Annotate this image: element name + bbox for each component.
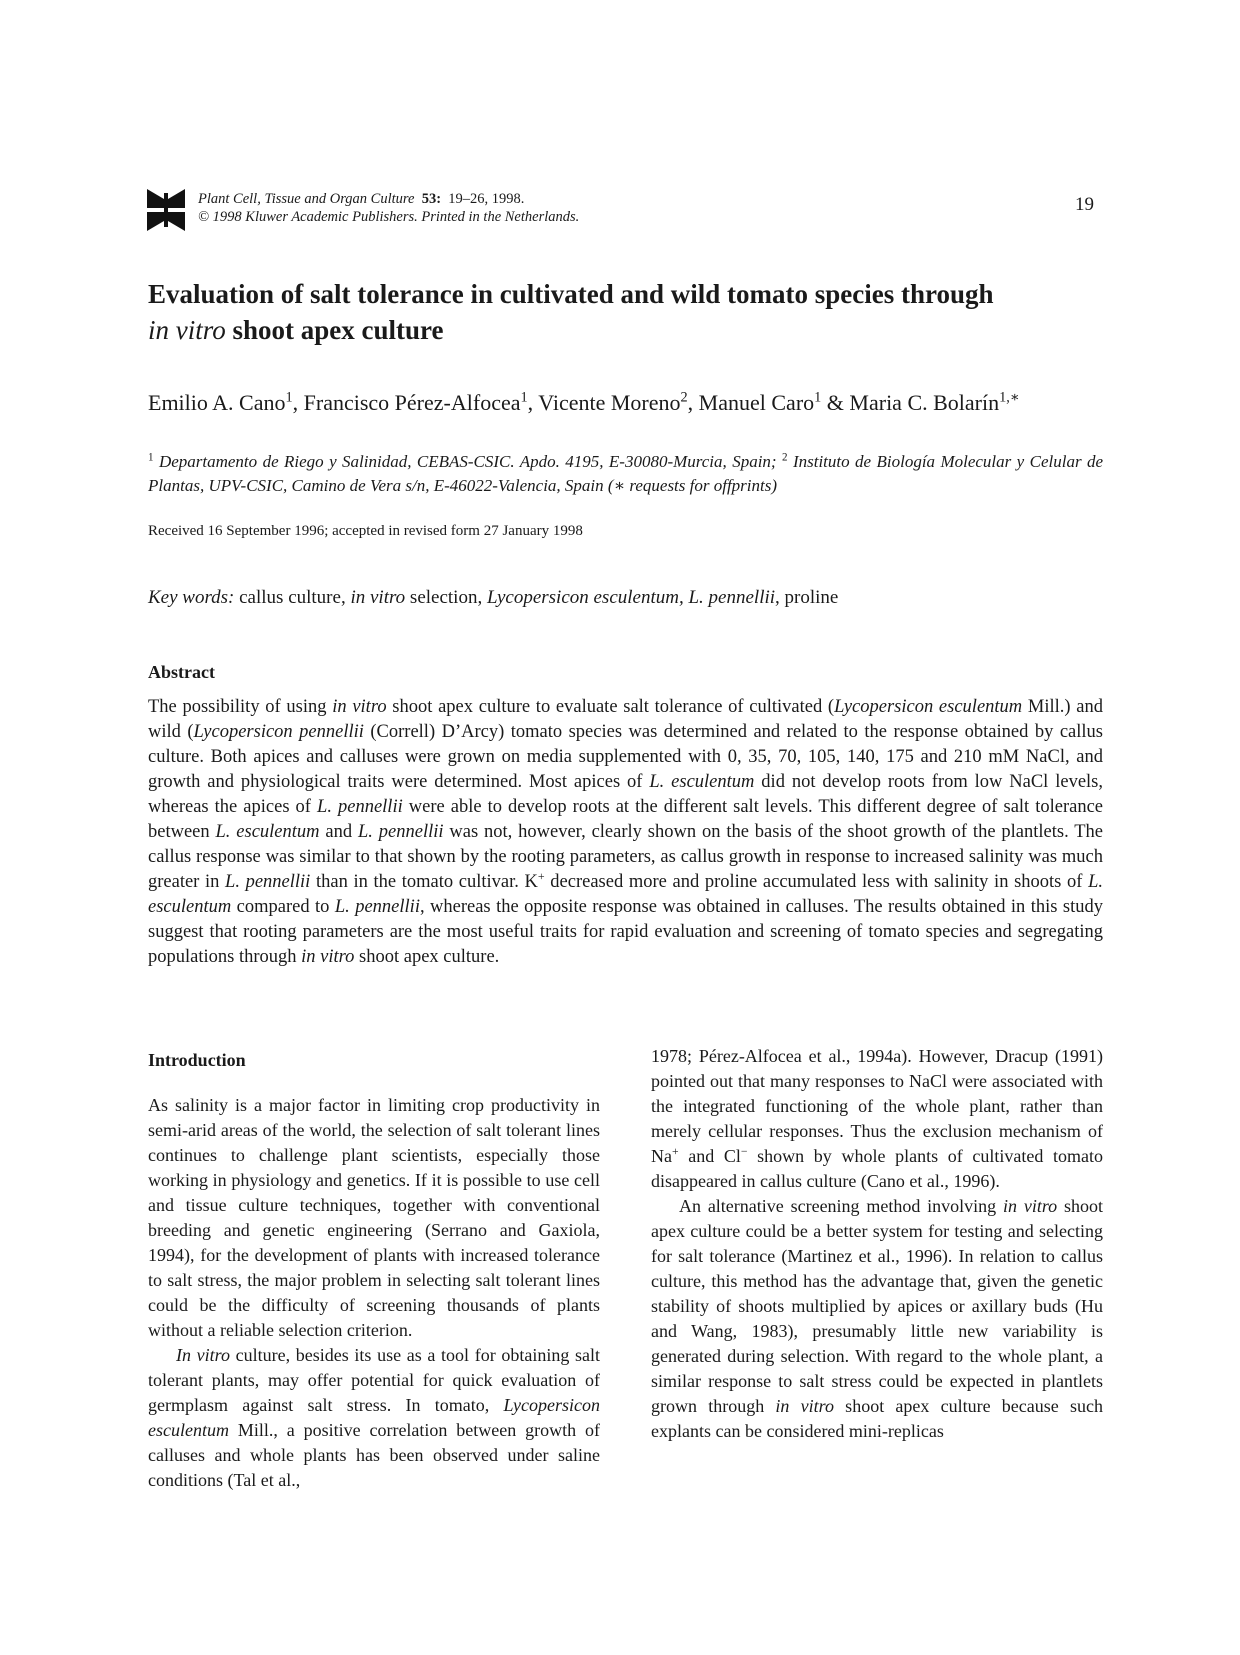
intro-paragraph-3: 1978; Pérez-Alfocea et al., 1994a). However, Dracup (1991) pointed out that many responses to NaCl were associated with the integrated functioning of the whole plant, rather than merely cellular responses. Thus the exclusion mechanism of Na+ and Cl− shown by whole plants of cultivated tomato disappeared in callus culture (Cano et al., 1996). (651, 1046, 1104, 1191)
introduction-heading: Introduction (148, 1050, 246, 1070)
author-name: Manuel Caro (698, 390, 815, 415)
author-sup: 1 (285, 389, 293, 406)
author-name: Vicente Moreno (538, 390, 681, 415)
title-line-1: Evaluation of salt tolerance in cultivated and wild tomato species through (148, 279, 994, 309)
intro-paragraph-4: An alternative screening method involving in vitro shoot apex culture could be a better system for testing and selecting for salt tolerance (Martinez et al., 1996). In relation to callus culture, this method has the advantage that, given the genetic stability of shoots multiplied by apices or axillary buds (Hu and Wang, 1983), presumably little new variability is generated during selection. With regard to the whole plant, a similar response to salt stress could be expected in plantlets grown through in vitro shoot apex culture because such explants can be considered mini-replicas (651, 1196, 1103, 1441)
author-name: Maria C. Bolarín (849, 390, 1000, 415)
intro-paragraph-2: In vitro culture, besides its use as a tool for obtaining salt tolerant plants, may offer potential for quick evaluation of germplasm against salt stress. In tomato, Lycopersicon esculentum Mill., a positive correlation between growth of calluses and whole plants has been observed under saline conditions (Tal et al., (148, 1345, 600, 1490)
affiliation-2: Instituto de Biología Molecular y Celular de Plantas, UPV-CSIC, Camino de Vera s/n, E-46022-Valencia, Spain (∗ requests for offprints) (148, 452, 1104, 495)
author-sup: 2 (680, 389, 688, 406)
keywords-italic: Lycopersicon esculentum, L. pennellii (486, 587, 776, 608)
journal-name: Plant Cell, Tissue and Organ Culture (198, 191, 415, 207)
page-number: 19 (1075, 194, 1094, 215)
author-list: Emilio A. Cano$^1$, Francisco Pérez-Alfocea$^1$, Vicente Moreno$^2$, Manuel Caro$^1$ & Maria C. Bolarín$^{1,∗}$ (148, 389, 1020, 415)
affil-sup: 2 (782, 451, 788, 464)
keywords-italic: in vitro (350, 587, 406, 608)
keywords-label: Key words: (148, 587, 235, 608)
journal-citation (198, 190, 579, 226)
title-italic: in vitro (148, 315, 226, 345)
intro-right-column (651, 1044, 1103, 1444)
paper-title (148, 276, 1108, 348)
keywords-text: callus culture, (234, 587, 351, 608)
abstract-text: The possibility of using in vitro shoot apex culture to evaluate salt tolerance of cultivated (Lycopersicon esculentum Mill.) and wild (Lycopersicon pennellii (Correll) D’Arcy) tomato species was determined and related to the response obtained by callus culture. Both apices and calluses were grown on media supplemented with 0, 35, 70, 105, 140, 175 and 210 mM NaCl, and growth and physiological traits were determined. Most apices of L. esculentum did not develop roots from low NaCl levels, whereas the apices of L. pennellii were able to develop roots at the different salt levels. This different degree of salt tolerance between L. esculentum and L. pennellii was not, however, clearly shown on the basis of the shoot growth of the plantlets. The callus response was similar to that shown by the rooting parameters, as callus growth in response to increased salinity was much greater in L. pennellii than in the tomato cultivar. K+ decreased more and proline accumulated less with salinity in shoots of L. esculentum compared to L. pennellii, whereas the opposite response was obtained in calluses. The results obtained in this study suggest that rooting parameters are the most useful traits for rapid evaluation and screening of tomato species and segregating populations through in vitro shoot apex culture. (148, 697, 1104, 967)
received-date: Received 16 September 1996; accepted in revised form 27 January 1998 (148, 523, 583, 539)
copyright-line: © 1998 Kluwer Academic Publishers. Printed in the Netherlands. (198, 209, 580, 225)
intro-paragraph-1: As salinity is a major factor in limiting crop productivity in semi-arid areas of the world, the selection of salt tolerant lines continues to challenge plant scientists, especially those working in physiology and genetics. If it is possible to use cell and tissue culture techniques, together with conventional breeding and genetic engineering (Serrano and Gaxiola, 1994), for the development of plants with increased tolerance to salt stress, the major problem in selecting salt tolerant lines could be the difficulty of screening thousands of plants without a reliable selection criterion. (148, 1095, 600, 1340)
author-sup: 1,∗ (999, 389, 1020, 406)
affil-sup: 1 (148, 451, 154, 464)
author-name: Francisco Pérez-Alfocea (303, 390, 521, 415)
abstract-heading: Abstract (148, 662, 215, 682)
keywords-text: selection, (405, 587, 487, 608)
keywords (148, 587, 838, 609)
title-line-2: shoot apex culture (225, 315, 444, 345)
author-sup: 1 (520, 389, 528, 406)
journal-pages: 19–26, 1998. (448, 191, 525, 207)
affiliations (148, 450, 1103, 498)
journal-volume: 53: (421, 191, 442, 207)
author-sup: 1 (814, 389, 822, 406)
affiliation-1: Departamento de Riego y Salinidad, CEBAS-CSIC. Apdo. 4195, E-30080-Murcia, Spain; (158, 452, 777, 471)
intro-left-column (148, 1093, 600, 1493)
publisher-logo-icon (147, 189, 185, 231)
author-name: Emilio A. Cano (148, 390, 286, 415)
keywords-text: , proline (775, 587, 839, 608)
